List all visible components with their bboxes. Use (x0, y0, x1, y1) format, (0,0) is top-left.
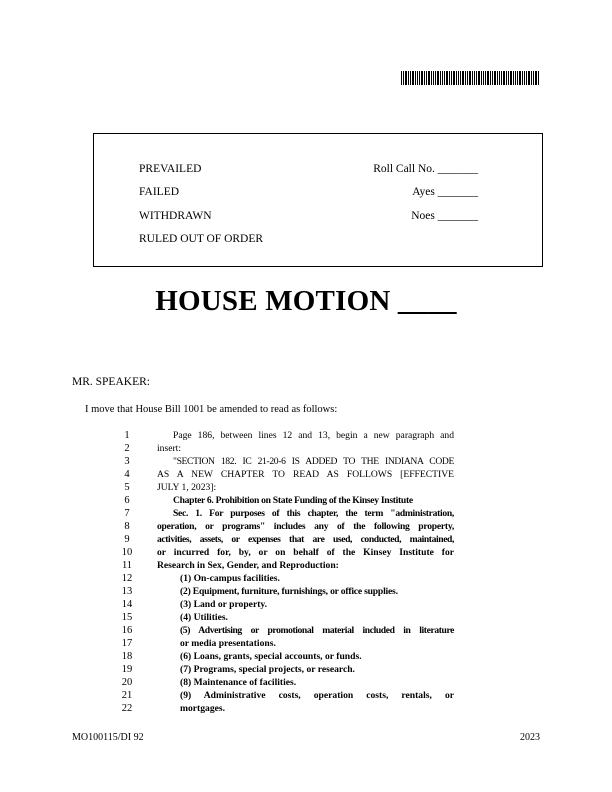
line-number: 3 (124, 456, 130, 467)
text-line (0, 455, 612, 468)
line-number: 14 (121, 599, 133, 610)
text-line (0, 429, 612, 442)
line-number: 17 (121, 638, 133, 649)
status-withdrawn: WITHDRAWN (139, 210, 212, 222)
ayes-count: Ayes _______ (412, 186, 478, 198)
line-number: 7 (124, 508, 130, 519)
line-number: 4 (124, 469, 130, 480)
line-text: (5) Advertising or promotional material included in literature (180, 625, 454, 636)
line-text: or incurred for, by, or on behalf of the Kinsey Institute for (157, 547, 454, 558)
line-number: 1 (124, 430, 130, 441)
roll-call-number: Roll Call No. _______ (373, 163, 478, 175)
text-line (0, 572, 612, 585)
line-number: 12 (121, 573, 133, 584)
line-number: 9 (124, 534, 130, 545)
text-line (0, 598, 612, 611)
text-line (0, 559, 612, 572)
barcode (401, 71, 540, 85)
status-ruled-out-of-order: RULED OUT OF ORDER (139, 233, 264, 245)
barcode-graphic (401, 71, 540, 85)
text-line (0, 611, 612, 624)
amendment-text (0, 429, 612, 715)
line-text: JULY 1, 2023]: (157, 482, 217, 493)
line-text: insert: (157, 443, 181, 454)
line-text: Research in Sex, Gender, and Reproduction: (157, 560, 339, 571)
text-line (0, 546, 612, 559)
salutation: MR. SPEAKER: (72, 376, 150, 388)
motion-intro: I move that House Bill 1001 be amended to read as follows: (85, 404, 338, 415)
status-failed: FAILED (139, 186, 180, 198)
text-line (0, 468, 612, 481)
line-text: (1) On-campus facilities. (180, 573, 280, 584)
line-number: 22 (121, 703, 133, 714)
text-line (0, 624, 612, 637)
line-number: 10 (121, 547, 133, 558)
line-text: AS A NEW CHAPTER TO READ AS FOLLOWS [EFFECTIVE (157, 469, 454, 480)
line-number: 6 (124, 495, 130, 506)
line-text: (7) Programs, special projects, or research. (180, 664, 355, 675)
line-number: 11 (121, 560, 133, 571)
line-number: 2 (124, 443, 130, 454)
line-text: (6) Loans, grants, special accounts, or funds. (180, 651, 362, 662)
line-number: 18 (121, 651, 133, 662)
text-line (0, 585, 612, 598)
noes-count: Noes _______ (411, 210, 478, 222)
line-text: mortgages. (180, 703, 226, 714)
line-text: operation, or programs" includes any of the following property, (157, 521, 454, 532)
line-number: 20 (121, 677, 133, 688)
line-number: 19 (121, 664, 133, 675)
line-text: Page 186, between lines 12 and 13, begin a new paragraph and (173, 430, 454, 441)
line-text: Chapter 6. Prohibition on State Funding of the Kinsey Institute (173, 495, 413, 506)
line-text: "SECTION 182. IC 21-20-6 IS ADDED TO THE INDIANA CODE (173, 456, 454, 467)
text-line (0, 702, 612, 715)
text-line (0, 689, 612, 702)
document-id: MO100115/DI 92 (72, 732, 144, 743)
line-text: (8) Maintenance of facilities. (180, 677, 297, 688)
text-line (0, 533, 612, 546)
line-text: Sec. 1. For purposes of this chapter, the term "administration, (173, 508, 454, 519)
text-line (0, 481, 612, 494)
line-number: 8 (124, 521, 130, 532)
text-line (0, 637, 612, 650)
line-text: (3) Land or property. (180, 599, 268, 610)
line-text: (9) Administrative costs, operation costs, rentals, or (180, 690, 454, 701)
text-line (0, 650, 612, 663)
status-prevailed: PREVAILED (139, 163, 202, 175)
motion-title: HOUSE MOTION ____ (155, 285, 457, 317)
text-line (0, 663, 612, 676)
line-text: (4) Utilities. (180, 612, 228, 623)
text-line (0, 494, 612, 507)
text-line (0, 507, 612, 520)
line-number: 21 (121, 690, 133, 701)
document-year: 2023 (520, 732, 540, 743)
line-text: activities, assets, or expenses that are used, conducted, maintained, (157, 534, 454, 545)
line-number: 13 (121, 586, 133, 597)
line-number: 16 (121, 625, 133, 636)
motion-status-box (93, 133, 543, 267)
line-number: 15 (121, 612, 133, 623)
line-number: 5 (124, 482, 130, 493)
line-text: (2) Equipment, furniture, furnishings, or office supplies. (180, 586, 398, 597)
text-line (0, 442, 612, 455)
text-line (0, 520, 612, 533)
line-text: or media presentations. (180, 638, 276, 649)
text-line (0, 676, 612, 689)
